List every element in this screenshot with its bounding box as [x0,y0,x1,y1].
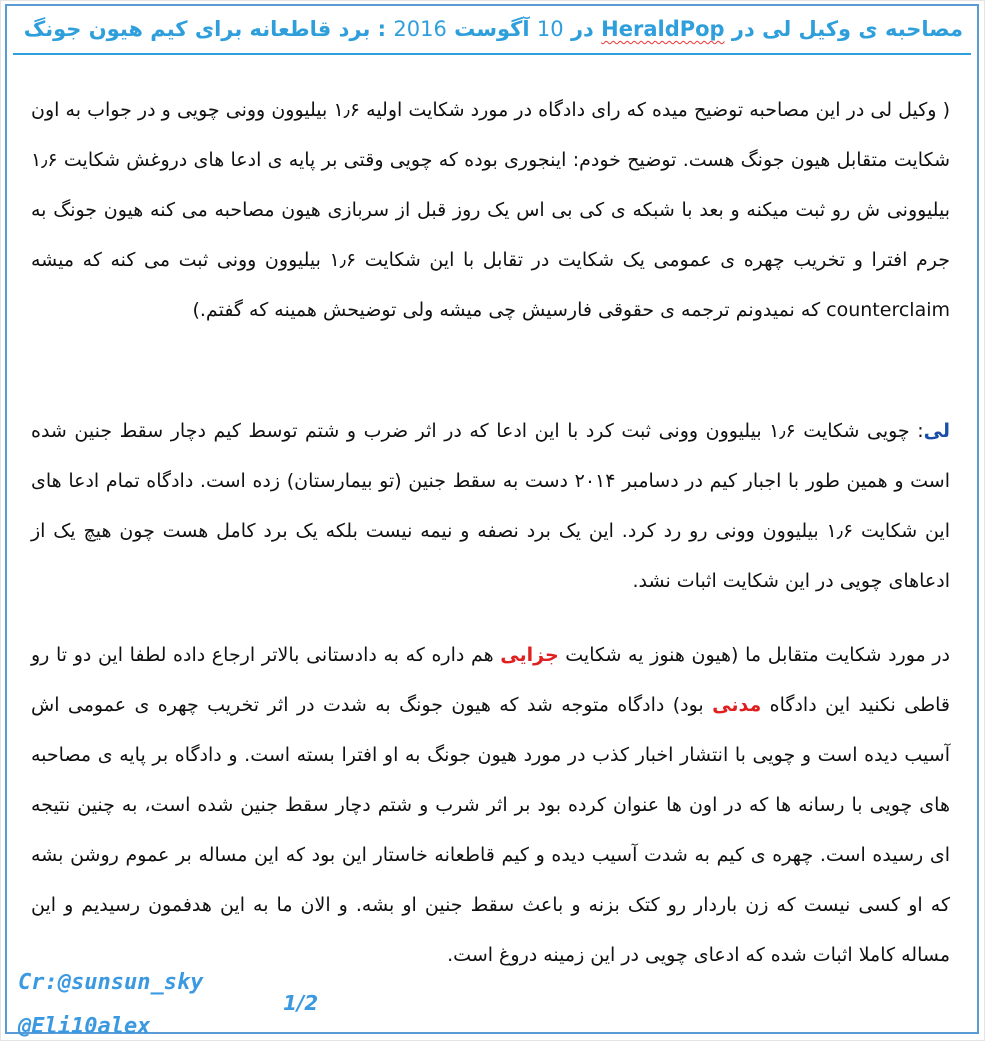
title-text-a: مصاحبه ی وکیل لی در [724,17,963,41]
credit-translator: @Eli10alex [18,1014,151,1039]
paragraph-lawyer-statement-1 [31,406,950,606]
statement2-text-a: در مورد شکایت متقابل ما (هیون هنوز یه شکایت [558,644,950,666]
title-year: 2016 [393,17,447,41]
title-text-c: آگوست [446,17,537,41]
statement2-text-b: هم داره که به دادستانی بالاتر ارجاع داده لطفا این دو تا رو قاطی نکنید این دادگاه [31,644,950,716]
statement-text: : چویی شکایت ۱٫۶ بیلیوون وونی ثبت کرد با این ادعا که در اثر ضرب و شتم توسط کیم دچار سقط جنین شده است و همین طور با اجبار کیم در دسامبر ۲۰۱۴ دست به سقط جنین (تو بیمارستان) زده است. دادگاه تمام ادعا های این شکایت ۱٫۶ بیلیوون وونی رو رد کرد. این یک برد نصفه و نیمه نیست بلکه یک برد کامل هست چون هیچ یک از ادعاهای چویی در این شکایت اثبات نشد. [31,420,951,592]
title-text-d: : برد قاطعانه برای کیم هیون جونگ [23,17,394,41]
paragraph-lawyer-statement-2 [31,630,950,980]
page-indicator: 1/2 [283,991,319,1015]
page-title [21,14,963,44]
title-divider [13,53,971,55]
paragraph-translator-note [31,85,950,335]
highlight-civil: مدنی [712,694,762,716]
speaker-label: لی [923,420,950,442]
brand-name: HeraldPop [601,17,725,41]
title-text-b: در [563,17,602,41]
english-term: counterclaim [826,299,950,321]
highlight-criminal: جزایی [500,644,559,666]
credit-source: Cr:@sunsun_sky [18,970,204,995]
title-day: 10 [536,17,564,41]
statement2-text-c: بود) دادگاه متوجه شد که هیون جونگ به شدت در اثر تخریب چهره ی عمومی اش آسیب دیده است و چویی با انتشار اخبار کذب در مورد هیون جونگ به او افترا بسته است. و دادگاه بر پایه ی مصاحبه های چویی با رسانه ها که در اون ها عنوان کرده بود بر اثر شرب و شتم دچار سقط جنین شده است، به چنین نتیجه ای رسیده است. چهره ی کیم به شدت آسیب دیده و کیم قاطعانه خاستار این بود که این مساله بر عموم روشن بشه که او کسی نیست که زن باردار رو کتک بزنه و باعث سقط جنین او بشه. و الان ما به این هدفمون رسیدیم و این مساله کاملا اثبات شده که ادعای چویی در این زمینه دروغ است. [31,694,950,966]
note-text-a: ( وکیل لی در این مصاحبه توضیح میده که رای دادگاه در مورد شکایت اولیه ۱٫۶ بیلیوون وونی چویی و در جواب به اون شکایت متقابل هیون جونگ هست. توضیح خودم: اینجوری بوده که چویی وقتی بر پایه ی ادعا های دروغش شکایت ۱٫۶ بیلیوونی ش رو ثبت میکنه و بعد با شبکه ی کی بی اس یک روز قبل از سربازی هیون مصاحبه می کنه هیون جونگ به جرم افترا و تخریب چهره ی عمومی یک شکایت در تقابل با این شکایت ۱٫۶ بیلیوون وونی ثبت می کنه که میشه [31,99,950,271]
note-text-b: که نمیدونم ترجمه ی حقوقی فارسیش چی میشه ولی توضیحش همینه که گفتم.) [192,299,827,321]
document-border [5,4,979,1034]
